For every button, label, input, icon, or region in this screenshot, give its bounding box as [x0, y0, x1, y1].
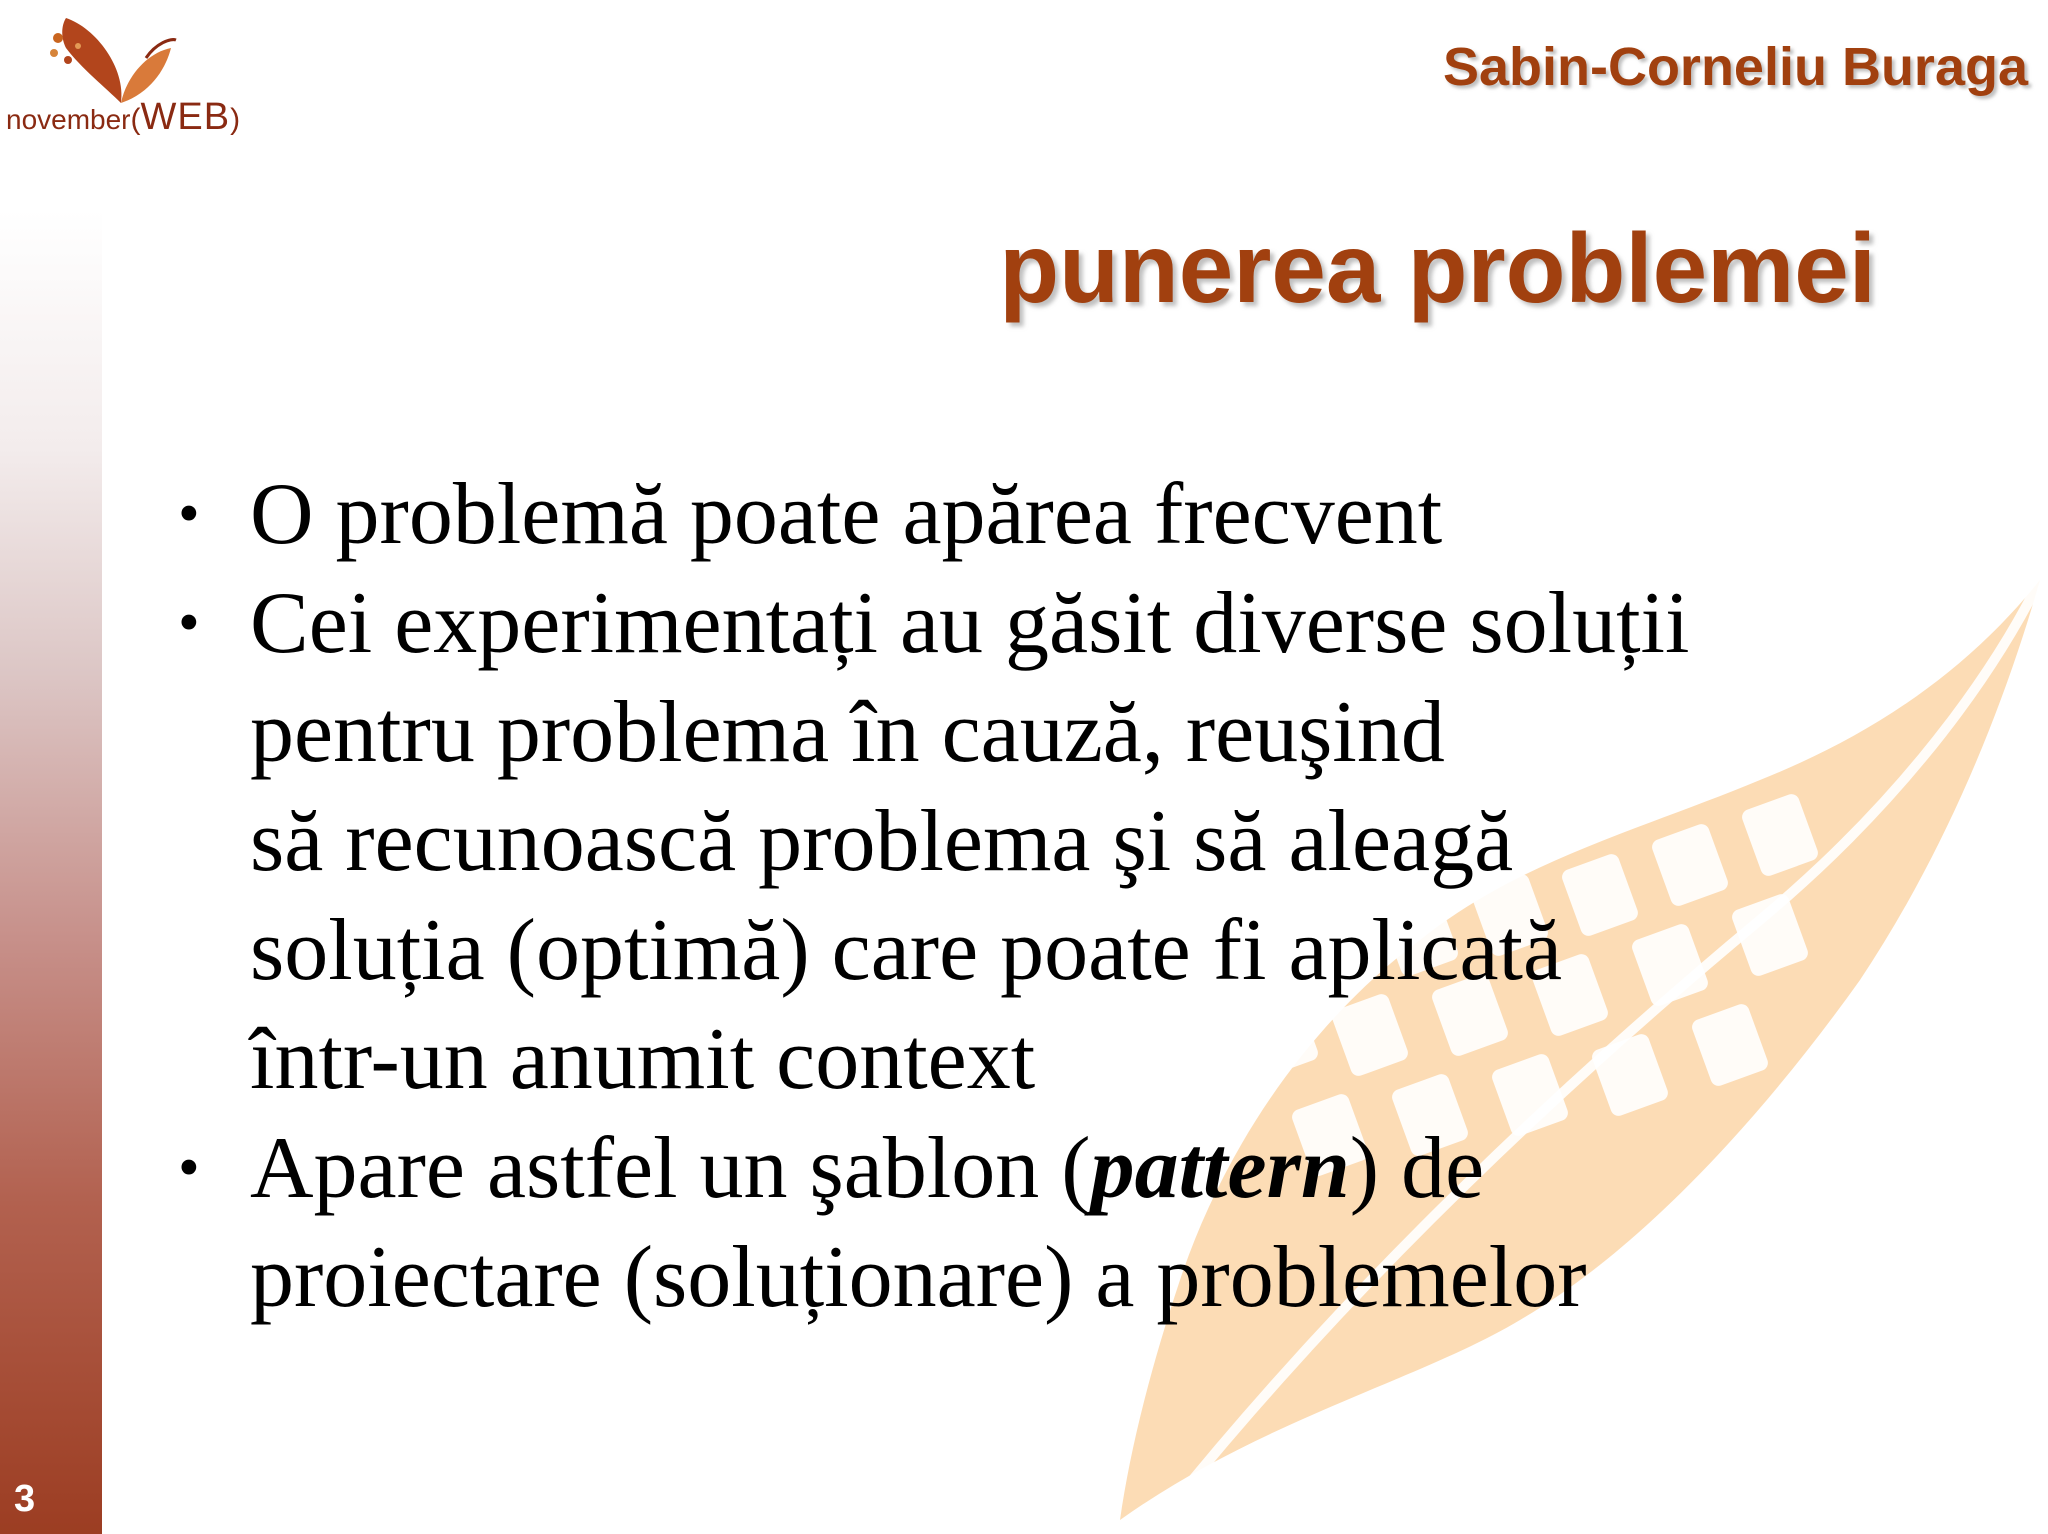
bullet-line: soluția (optimă) care poate fi aplicată: [250, 902, 1563, 999]
pattern-term: pattern: [1090, 1120, 1350, 1217]
logo-bracket-open: (: [130, 103, 141, 136]
bullet-text: ) de: [1349, 1120, 1485, 1217]
bullet-line: [250, 1114, 1928, 1223]
bullet-list: [168, 460, 1928, 1332]
bullet-line: pentru problema în cauză, reuşind: [250, 684, 1445, 781]
bullet-item: [168, 1114, 1928, 1332]
slide-number: 3: [14, 1478, 36, 1520]
bullet-line: proiectare (soluționare) a problemelor: [250, 1229, 1587, 1326]
bullet-line: • Cei experimentați au găsit diverse soluții: [250, 575, 1690, 672]
author-name: Sabin-Corneliu Buraga: [1442, 37, 2028, 97]
sidebar-gradient: [0, 210, 102, 1534]
logo-text: november: [6, 104, 131, 135]
bullet-line: să recunoască problema şi să aleagă: [250, 793, 1514, 890]
logo-wordmark: [6, 96, 240, 139]
bullet-item: [168, 569, 1928, 1114]
slide-title: punerea problemei: [999, 213, 1876, 323]
bullet-line: • O problemă poate apărea frecvent: [250, 466, 1443, 563]
logo-web-text: WEB: [140, 96, 231, 138]
logo-bracket-close: ): [230, 103, 241, 136]
bullet-text: Apare astfel un şablon (: [250, 1120, 1091, 1217]
bullet-item: [168, 460, 1928, 569]
bullet-line: într-un anumit context: [250, 1011, 1036, 1108]
